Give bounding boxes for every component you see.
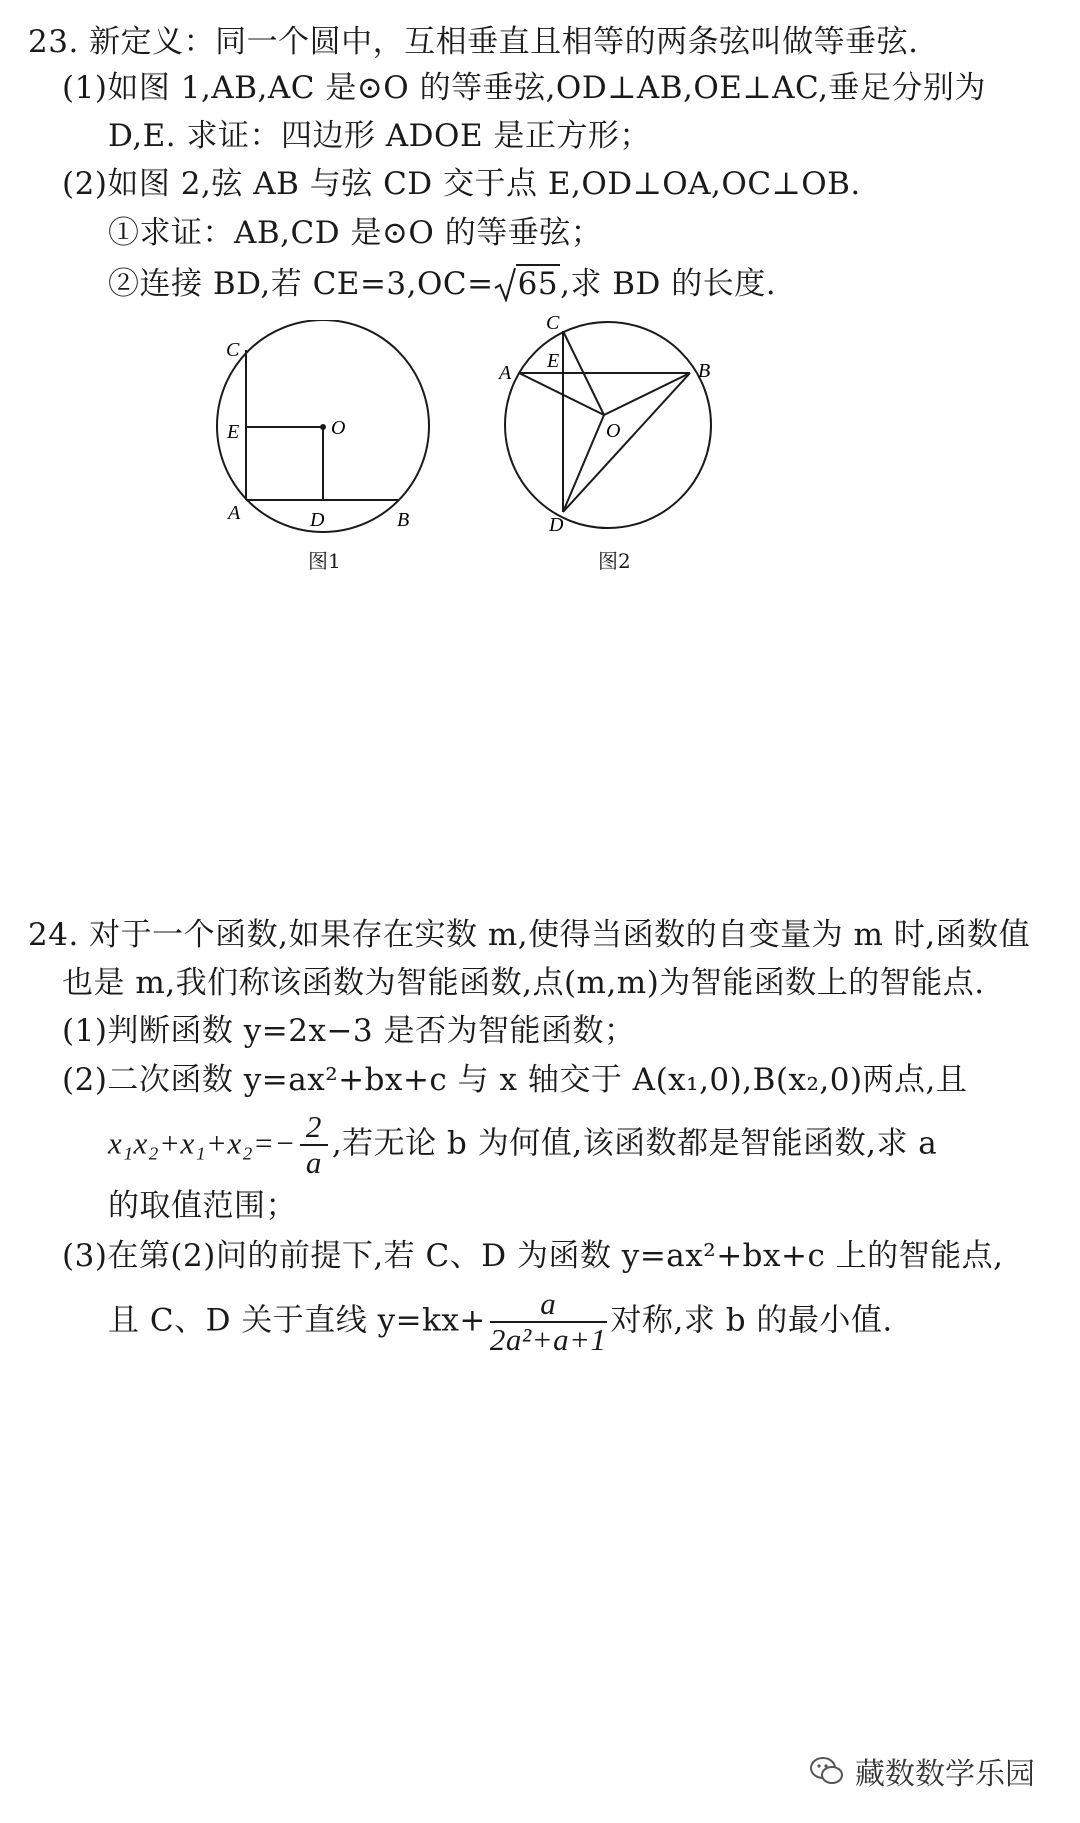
q24-part3-line2-text-a: 且 C、D 关于直线 y=kx+ xyxy=(108,1302,486,1339)
q24-part2-line3: 的取值范围； xyxy=(108,1188,297,1224)
fraction-numerator: a xyxy=(490,1287,607,1323)
fig2-segment-bo xyxy=(604,373,690,415)
q23-part2-sub2-text-b: ,求 BD 的长度. xyxy=(560,266,777,302)
fig1-center-dot xyxy=(320,424,326,430)
fig2-label-a: A xyxy=(499,362,512,384)
q23-part1-line1: (1)如图 1,AB,AC 是⊙O 的等垂弦,OD⊥AB,OE⊥AC,垂足分别为 xyxy=(62,70,986,106)
sqrt-sign-icon xyxy=(494,266,516,302)
watermark-text: 藏数数学乐园 xyxy=(855,1757,1035,1792)
q23-part1-line2: D,E. 求证：四边形 ADOE 是正方形； xyxy=(108,118,651,154)
fraction-denominator: 2a²+a+1 xyxy=(489,1322,607,1357)
q23-title: 23. 新定义：同一个圆中，互相垂直且相等的两条弦叫做等垂弦. xyxy=(28,24,919,60)
figure-1-caption: 图1 xyxy=(308,549,341,573)
fraction-2-over-a xyxy=(300,1110,328,1180)
sqrt-radicand: 65 xyxy=(517,266,559,302)
fraction-denominator: a xyxy=(305,1145,322,1180)
q24-part2-line2 xyxy=(108,1110,937,1180)
q24-part3-line1: (3)在第(2)问的前提下,若 C、D 为函数 y=ax²+bx+c 上的智能点, xyxy=(62,1238,1004,1274)
fig2-label-c: C xyxy=(546,312,560,334)
q23-part2-sub2-text-a: ②连接 BD,若 CE=3,OC= xyxy=(108,266,494,302)
figure-2 xyxy=(490,305,730,545)
fig2-segment-do xyxy=(563,415,604,512)
fraction-a-over-expression xyxy=(490,1287,607,1357)
fig1-label-e: E xyxy=(227,421,240,443)
fig2-label-o: O xyxy=(606,420,621,442)
figure-2-caption: 图2 xyxy=(598,549,631,573)
q23-part2-sub1: ①求证：AB,CD 是⊙O 的等垂弦； xyxy=(108,215,603,251)
sqrt-expression xyxy=(494,264,560,304)
q24-part3-line2-text-b: 对称,求 b 的最小值. xyxy=(610,1302,893,1339)
fig1-label-o: O xyxy=(331,417,346,439)
q24-part3-line2 xyxy=(108,1287,893,1357)
fig2-label-d: D xyxy=(549,514,564,536)
fig1-label-b: B xyxy=(397,509,410,531)
q23-part2-line1: (2)如图 2,弦 AB 与弦 CD 交于点 E,OD⊥OA,OC⊥OB. xyxy=(62,166,861,202)
fig1-label-c: C xyxy=(226,339,240,361)
fig2-label-e: E xyxy=(547,350,560,372)
q24-part1: (1)判断函数 y=2x−3 是否为智能函数； xyxy=(62,1013,636,1049)
fig2-segment-ao xyxy=(519,373,604,415)
figure-1 xyxy=(200,320,460,540)
fig2-label-b: B xyxy=(698,360,711,382)
fig1-label-a: A xyxy=(228,502,241,524)
fig1-label-d: D xyxy=(310,509,325,531)
fig2-segment-bd xyxy=(563,373,690,512)
q24-part2-line1: (2)二次函数 y=ax²+bx+c 与 x 轴交于 A(x₁,0),B(x₂,0)两点,且 xyxy=(62,1062,968,1098)
q24-part2-equation: x₁x₂+x₁+x₂=− xyxy=(108,1125,296,1161)
q24-part2-line2-text: ,若无论 b 为何值,该函数都是智能函数,求 a xyxy=(331,1125,938,1162)
fraction-numerator: 2 xyxy=(300,1110,328,1146)
q24-title-line2: 也是 m,我们称该函数为智能函数,点(m,m)为智能函数上的智能点. xyxy=(62,965,985,1001)
q23-part2-sub2 xyxy=(108,264,776,304)
wechat-icon xyxy=(809,1756,845,1786)
q24-title-line1: 24. 对于一个函数,如果存在实数 m,使得当函数的自变量为 m 时,函数值 xyxy=(28,917,1031,953)
watermark xyxy=(809,1749,1035,1793)
